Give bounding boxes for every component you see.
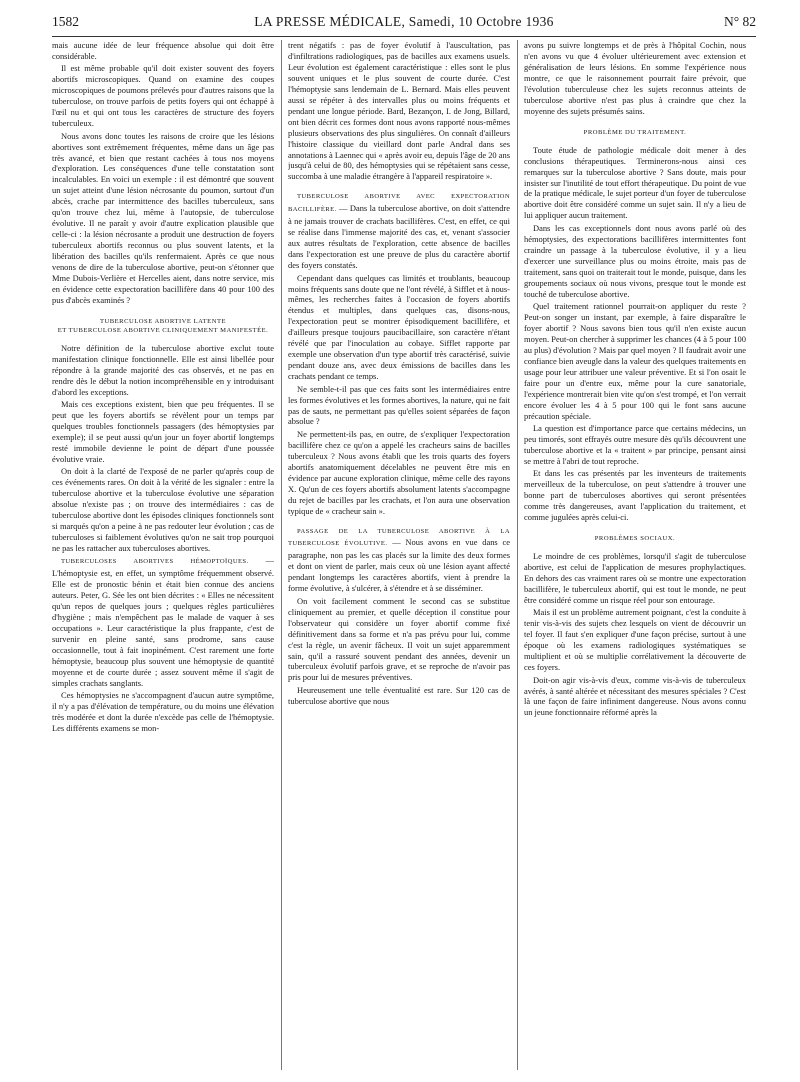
paragraph: Le moindre de ces problèmes, lorsqu'il s'agit de tuberculose abortive, est celui de l'application de mesures prophylactiques. En dehors des cas vraiment rares où se montre une expectoration bacillifère, le tuberculeux abortif, qui est tout le monde, ne peut être considéré comme un risque réel pour son entourage. bbox=[524, 551, 746, 605]
run-in-heading: TUBERCULOSE ABORTIVE AVEC EXPECTORATION BACILLIFÈRE. bbox=[288, 193, 510, 214]
paragraph: On voit facilement comment le second cas se substitue cliniquement au premier, et quelle déception il constitue pour l'observateur qui considère un foyer abortif comme fixé définitivement dans sa forme et n'a pas prévu pour lui, comme c'est la règle, un avenir fâcheux. Il voit un sujet apparemment sain, qu'il a rassuré souvent pendant des années, devenir un tuberculeux évolutif parfois grave, et se reproche de n'avoir pas pris pour lui de mesures préventives. bbox=[288, 595, 510, 683]
paragraph bbox=[288, 525, 510, 595]
paragraph: avons pu suivre longtemps et de près à l'hôpital Cochin, nous n'en avons vu que 4 évoluer ultérieurement avec extension et généralisation de leurs lésions. En somme l'expérience nous montre, ce que le raisonnement pourrait faire prévoir, que l'évolution tuberculeuse chez les sujets reconnus atteints de tuberculose abortive n'est pas plus à craindre que chez la moyenne des sujets présumés sains. bbox=[524, 40, 746, 116]
paragraph: Ne permettent-ils pas, en outre, de s'expliquer l'expectoration bacillifère chez ce qu'on a appelé les cracheurs sains de bacilles tuberculeux ? Nous avons établi que les trois quarts des foyers abortifs anatomiquement décelables ne peuvent être mis en évidence par aucune exploration clinique, même celle des rayons X. Qu'un de ces foyers abortifs absolument latents s'accompagne du rejet de bacilles par les crachats, et l'on aura une observation typique de « cracheur sain ». bbox=[288, 428, 510, 516]
run-in-heading: PASSAGE DE LA TUBERCULOSE ABORTIVE À LA TUBERCULOSE ÉVOLUTIVE. bbox=[288, 527, 510, 548]
paragraph: Toute étude de pathologie médicale doit mener à des conclusions thérapeutiques. Terminerons-nous ainsi ces remarques sur la tuberculose abortive ? Sans doute, mais pour insister sur l'inutilité de tout effort thérapeutique. Du point de vue de la pratique médicale, le sujet porteur d'un foyer de tuberculose abortive doit être considéré comme un sujet sain. Il n'y a lieu de lui appliquer aucun traitement. bbox=[524, 144, 746, 221]
paragraph-text: — Dans la tuberculose abortive, on doit s'attendre à ne jamais trouver de crachats bacillifères. C'est, en effet, ce qui se réalise dans l'immense majorité des cas, et, venant s'associer aux autres résultats de l'exploration, cette absence de bacilles dans l'expectoration est une preuve de plus du caractère abortif des foyers constatés. bbox=[288, 203, 510, 271]
paragraph: Dans les cas exceptionnels dont nous avons parlé où des hémoptysies, des expectorations bacillifères intermittentes font craindre un passage à la tuberculose évolutive, il y a lieu d'exercer une surveillance plus ou moins étroite, mais pas de traitement, sans quoi on traiterait tout le monde, puisque, dans les groupements sociaux où nous vivons, presque tout le monde est touché de tuberculose abortive. bbox=[524, 222, 746, 299]
paragraph: Quel traitement rationnel pourrait-on appliquer du reste ? Peut-on songer un instant, par exemple, à faire disparaître le foyer abortif ? Nous savons bien tous qu'il n'en existe aucun moyen. Peut-on chercher à supprimer les chances (4 à 5 pour 100 au plus) d'évolution ? Mais par quel moyen ? Il faudrait avoir une confiance bien aveugle dans la valeur des quelques traitements en usage pour leur attribuer une valeur préventive. Et si l'on osait le faire pour un d'entre eux, même pour la cure sanatoriale, l'expérience montrerait bien vite qu'on s'est trompé, et l'on verrait encore évoluer les 4 à 5 pour 100 qui le font sans aucune précaution spéciale. bbox=[524, 301, 746, 421]
paragraph bbox=[52, 555, 274, 688]
paragraph: On doit à la clarté de l'exposé de ne parler qu'après coup de ces événements rares. On doit à la vérité de les signaler : entre la tuberculose abortive et la tuberculose évolutive une séparation absolue n'existe pas ; on trouve des intermédiaires : cas de tuberculose abortive dont les épisodes cliniques fonctionnels sont si marqués qu'on a peine à ne pas redouter leur évolution ; cas de tuberculoses si faiblement évolutives qu'on ne sait trop pourquoi ne pas les rattacher aux tuberculoses abortives. bbox=[52, 466, 274, 554]
paragraph: Doit-on agir vis-à-vis d'eux, comme vis-à-vis de tuberculeux avérés, à santé altérée et nécessitant des mesures spéciales ? C'est là une façon de faire infiniment dangereuse. Nous avons connu un jeune fonctionnaire réformé après la bbox=[524, 674, 746, 718]
journal-title: LA PRESSE MÉDICALE, Samedi, 10 Octobre 1936 bbox=[254, 14, 554, 29]
paragraph: trent négatifs : pas de foyer évolutif à l'auscultation, pas d'infiltrations radiologiques, pas de bacilles aux examens usuels. Leur évolution est également caractéristique : elles sont le plus souvent uniques et le plus souvent de courte durée. C'est l'hémoptysie sans lendemain de L. Bernard. Mais elles peuvent aussi se répéter à des intervalles plus ou moins fréquents et pendant une longue période. Bard, Bezançon, I. de Jong, Billard, ont bien décrit ces formes dont nous avons rapporté nous-mêmes plusieurs observations des plus singulières. On connaît d'ailleurs l'histoire classique du vieillard dont parle Andral dans ses annotations à Laennec qui « après avoir eu, depuis l'âge de 20 ans jusqu'à celui de 80, des hémoptysies qui se répétaient sans cesse, succomba à une maladie étrangère à l'appareil respiratoire ». bbox=[288, 40, 510, 182]
paragraph-text: — L'hémoptysie est, en effet, un symptôme fréquemment observé. Elle est de pronostic bénin et était bien connue des anciens auteurs. Peter, G. Sée les ont bien décrites : « Elles ne nécessitent qu'un repos de quelques jours ; quelques règles particulières d'hygiène ; mais n'empêchent pas le malade de vaquer à ses occupations ». Leur caractéristique la plus frappante, c'est de survenir en pleine santé, sans prodrome, sans cause occasionnelle, tout à fait inopinément. C'est rarement une forte hémoptysie, beaucoup plus souvent une hémoptysie de quantité moyenne et de courte durée ; assez souvent même il s'agit de simples crachats sanglants. bbox=[52, 555, 274, 688]
article-body bbox=[52, 40, 756, 1070]
paragraph: La question est d'importance parce que certains médecins, un peu timorés, sont effrayés outre mesure dès qu'ils découvrent une tuberculose abortive et la « traitent » par principe, pensant ainsi se mettre à l'abri de tout reproche. bbox=[524, 423, 746, 466]
column-separator bbox=[517, 40, 518, 1070]
section-heading-line: TUBERCULOSE ABORTIVE LATENTE bbox=[99, 317, 227, 325]
page-header bbox=[52, 12, 756, 32]
column-3 bbox=[524, 40, 746, 1070]
section-heading bbox=[52, 317, 274, 335]
paragraph: Il est même probable qu'il doit exister souvent des foyers abortifs microscopiques. Quand on examine des coupes microscopiques de poumons prélevés pour d'autres raisons que la tuberculose, on trouve parfois de petits foyers qui ont échappé à l'œil nu et qui ont tous les caractères de structure des foyers tuberculeux. bbox=[52, 63, 274, 129]
section-heading: PROBLÈMES SOCIAUX. bbox=[594, 535, 676, 543]
paragraph: Et dans les cas présentés par les inventeurs de traitements merveilleux de la tuberculose, on peut s'attendre à trouver une bonne part de tuberculoses abortives qui seront présentées comme très dangereuses, avant l'application du traitement, et comme jugulées après celui-ci. bbox=[524, 468, 746, 523]
page-number: 1582 bbox=[52, 14, 79, 29]
paragraph: mais aucune idée de leur fréquence absolue qui doit être considérable. bbox=[52, 40, 274, 61]
column-separator bbox=[281, 40, 282, 1070]
paragraph: Mais ces exceptions existent, bien que peu fréquentes. Il se peut que les foyers abortifs se révèlent pour un temps par quelques troubles fonctionnels passagers (des hémoptysies par exemple); il se peut aussi qu'un jour un foyer abortif longtemps resté immobile devienne le point de départ d'une poussée évolutive vraie. bbox=[52, 399, 274, 464]
paragraph bbox=[288, 190, 510, 271]
header-rule bbox=[52, 36, 756, 37]
paragraph-text: — Nous avons en vue dans ce paragraphe, non pas les cas placés sur la limite des deux formes et dont on vient de parler, mais ceux où une lésion ayant affecté pendant longtemps les caractères abortifs, vient à prendre la forme évolutive, à s'ulcérer, à s'étendre et à se disséminer. bbox=[288, 537, 510, 594]
section-heading-line: ET TUBERCULOSE ABORTIVE CLINIQUEMENT MANIFESTÉE. bbox=[57, 326, 269, 334]
paragraph: Cependant dans quelques cas limités et troublants, beaucoup moins fréquents sans doute que ne l'ont révélé, à Sifflet et à nous-mêmes, les recherches faites à l'occasion de foyers abortifs étendus et multiples, dans quelques cas, disons-nous, l'expectoration peut se montrer épisodiquement bacillifère, et d'ailleurs presque toujours paucibacillaire, son caractère n'étant révélé que par l'inoculation au cobaye. Sifflet rapporte par exemple une observation d'un type abortif très caractérisé, suivie pendant douze ans, avec deux émissions de bacilles dans les crachats pendant ce temps. bbox=[288, 272, 510, 382]
column-1 bbox=[52, 40, 274, 1070]
section-heading: PROBLÈME DU TRAITEMENT. bbox=[583, 128, 687, 136]
run-in-heading: TUBERCULOSES ABORTIVES HÉMOPTOÏQUES. bbox=[61, 558, 249, 566]
paragraph: Notre définition de la tuberculose abortive exclut toute manifestation clinique fonctionnelle. Elle est ainsi libellée pour répondre à la grande majorité des cas observés, et ne pas en rendre dès le début la notion incompréhensible en y introduisant d'abord les exceptions. bbox=[52, 342, 274, 397]
column-2 bbox=[288, 40, 510, 1070]
paragraph: Heureusement une telle éventualité est rare. Sur 120 cas de tuberculose abortive que nous bbox=[288, 684, 510, 706]
issue-number: N° 82 bbox=[723, 14, 756, 29]
paragraph: Ces hémoptysies ne s'accompagnent d'aucun autre symptôme, il n'y a pas d'élévation de température, ou du moins une élévation très modérée et dont la durée n'excède pas celle de l'hémoptysie. Les différents examens se mon- bbox=[52, 690, 274, 734]
paragraph: Mais il est un problème autrement poignant, c'est la conduite à tenir vis-à-vis des sujets chez lesquels on vient de découvrir un tel foyer. Il faut s'en expliquer d'une façon précise, surtout à une époque où les examens radiologiques systématiques se multiplient et où se multiplie corrélativement la découverte de ces foyers. bbox=[524, 607, 746, 673]
paragraph: Nous avons donc toutes les raisons de croire que les lésions abortives sont extrêmement fréquentes, même dans un âge pas très avancé, et bien que restant cachées à tous nos moyens d'exploration. Les conséquences d'une telle constatation sont incalculables. En voici un exemple : il est démontré que souvent un sujet atteint d'une lésion nécrosante du poumon, surtout d'un abcès, crache par intermittence des bacilles tuberculeux, sans qu'on trouve chez lui, même à l'autopsie, de tuberculose évolutive. Il ne paraît y avoir d'autre explication plausible que celle-ci : la lésion nécrosante a produit une destruction de foyers tuberculeux abortifs reconnus ou plus souvent latents, et la libération des bacilles qu'ils renfermaient. Après ce que nous venons de dire de la tuberculose abortive, peut-on s'étonner que Mme Dubois-Verlière et Hercelles aient, dans notre service, mis en évidence cette expectoration bacillifère dans 40 pour 100 des pus d'abcès examinés ? bbox=[52, 130, 274, 305]
paragraph: Ne semble-t-il pas que ces faits sont les intermédiaires entre les formes évolutives et les formes abortives, la nature, qui ne fait pas de sauts, ne permettant pas qu'elles soient séparées de façon absolue ? bbox=[288, 383, 510, 427]
